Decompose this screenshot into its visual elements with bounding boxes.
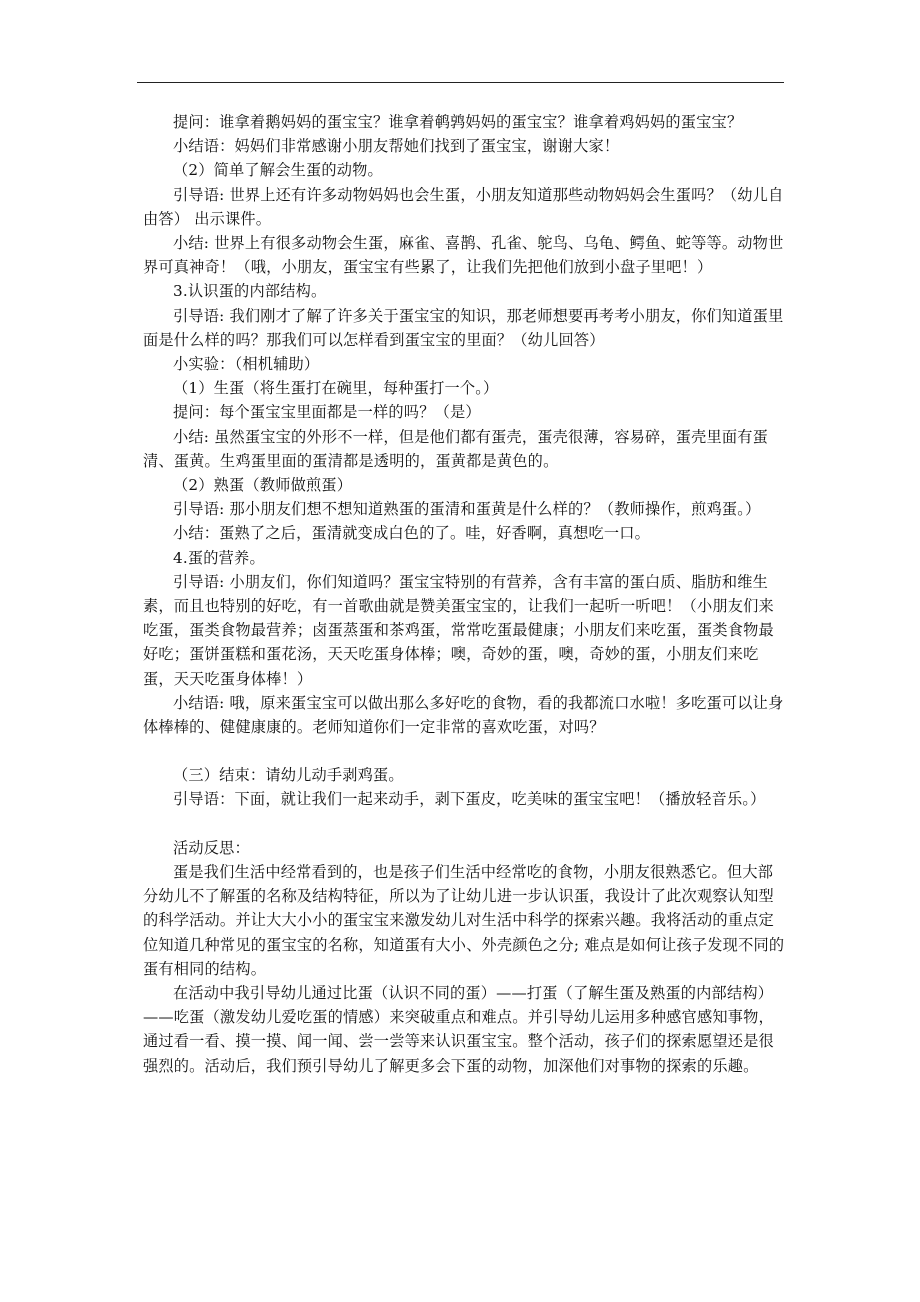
paragraph: 小结: 虽然蛋宝宝的外形不一样，但是他们都有蛋壳，蛋壳很薄，容易碎，蛋壳里面有蛋清、蛋黄。生鸡蛋里面的蛋清都是透明的，蛋黄都是黄色的。 [143,427,769,470]
paragraph: 小实验：（相机辅助） [173,355,320,374]
paragraph: 提问：每个蛋宝宝里面都是一样的吗？（是） [173,403,481,422]
paragraph: 引导语: 那小朋友们想不想知道熟蛋的蛋清和蛋黄是什么样的？（教师操作，煎鸡蛋。） [173,500,761,519]
spacer [143,739,785,763]
reflection-heading: 活动反思： [173,838,250,857]
paragraph: 蛋是我们生活中经常看到的，也是孩子们生活中经常吃的食物，小朋友很熟悉它。但大部分幼儿不了解蛋的名称及结构特征，所以为了让幼儿进一步认识蛋，我设计了此次观察认知型的科学活动。并让大大小小的蛋宝宝来激发幼儿对生活中科学的探索兴趣。我将活动的重点定位知道几种常见的蛋宝宝的名称，知道蛋有大小、外壳颜色之分; 难点是如何让孩子发现不同的蛋有相同的结构。 [143,862,785,978]
header-rule [137,82,784,83]
paragraph: 引导语: 世界上还有许多动物妈妈也会生蛋，小朋友知道那些动物妈妈会生蛋吗？（幼儿自由答） 出示课件。 [143,185,784,228]
paragraph: 小结：蛋熟了之后，蛋清就变成白色的了。哇，好香啊，真想吃一口。 [173,524,651,543]
paragraph: 小结: 世界上有很多动物会生蛋，麻雀、喜鹊、孔雀、鸵鸟、乌龟、鳄鱼、蛇等等。动物世界可真神奇！（哦，小朋友，蛋宝宝有些累了，让我们先把他们放到小盘子里吧！） [143,234,784,277]
paragraph: 在活动中我引导幼儿通过比蛋（认识不同的蛋）——打蛋（了解生蛋及熟蛋的内部结构）——吃蛋（激发幼儿爱吃蛋的情感）来突破重点和难点。并引导幼儿运用多种感官感知事物，通过看一看、摸一摸、闻一闻、尝一尝等来认识蛋宝宝。整个活动，孩子们的探索愿望还是很强烈的。活动后，我们预引导幼儿了解更多会下蛋的动物，加深他们对事物的探索的乐趣。 [143,983,774,1075]
paragraph: 引导语: 我们刚才了解了许多关于蛋宝宝的知识，那老师想要再考考小朋友，你们知道蛋里面是什么样的吗？那我们可以怎样看到蛋宝宝的里面？（幼儿回答） [143,306,784,349]
document-body [143,110,785,1078]
section-heading: 4.蛋的营养。 [173,548,265,567]
paragraph: （2）熟蛋（教师做煎蛋） [173,476,353,495]
section-heading: 3.认识蛋的内部结构。 [173,282,327,301]
paragraph: 小结语：妈妈们非常感谢小朋友帮她们找到了蛋宝宝，谢谢大家！ [173,137,620,156]
paragraph: （1）生蛋（将生蛋打在碗里，每种蛋打一个。） [173,379,499,398]
paragraph: 提问：谁拿着鹅妈妈的蛋宝宝？谁拿着鹌鹑妈妈的蛋宝宝？谁拿着鸡妈妈的蛋宝宝？ [173,113,743,131]
paragraph: 引导语: 小朋友们，你们知道吗？蛋宝宝特别的有营养，含有丰富的蛋白质、脂肪和维生素，而且也特别的好吃，有一首歌曲就是赞美蛋宝宝的，让我们一起听一听吧！（小朋友们来吃蛋，蛋类食物最营养；卤蛋蒸蛋和茶鸡蛋，常常吃蛋最健康；小朋友们来吃蛋，蛋类食物最好吃；蛋饼蛋糕和蛋花汤，天天吃蛋身体棒；噢，奇妙的蛋，噢，奇妙的蛋，小朋友们来吃蛋，天天吃蛋身体棒！） [143,572,774,688]
paragraph: 引导语：下面，就让我们一起来动手，剥下蛋皮，吃美味的蛋宝宝吧！（播放轻音乐。） [173,790,766,809]
spacer [143,812,785,836]
paragraph: 小结语: 哦，原来蛋宝宝可以做出那么多好吃的食物，看的我都流口水啦！多吃蛋可以让身体棒棒的、健健康康的。老师知道你们一定非常的喜欢吃蛋，对吗？ [143,693,784,737]
paragraph: （2）简单了解会生蛋的动物。 [173,161,383,180]
section-heading: （三）结束：请幼儿动手剥鸡蛋。 [173,766,404,785]
